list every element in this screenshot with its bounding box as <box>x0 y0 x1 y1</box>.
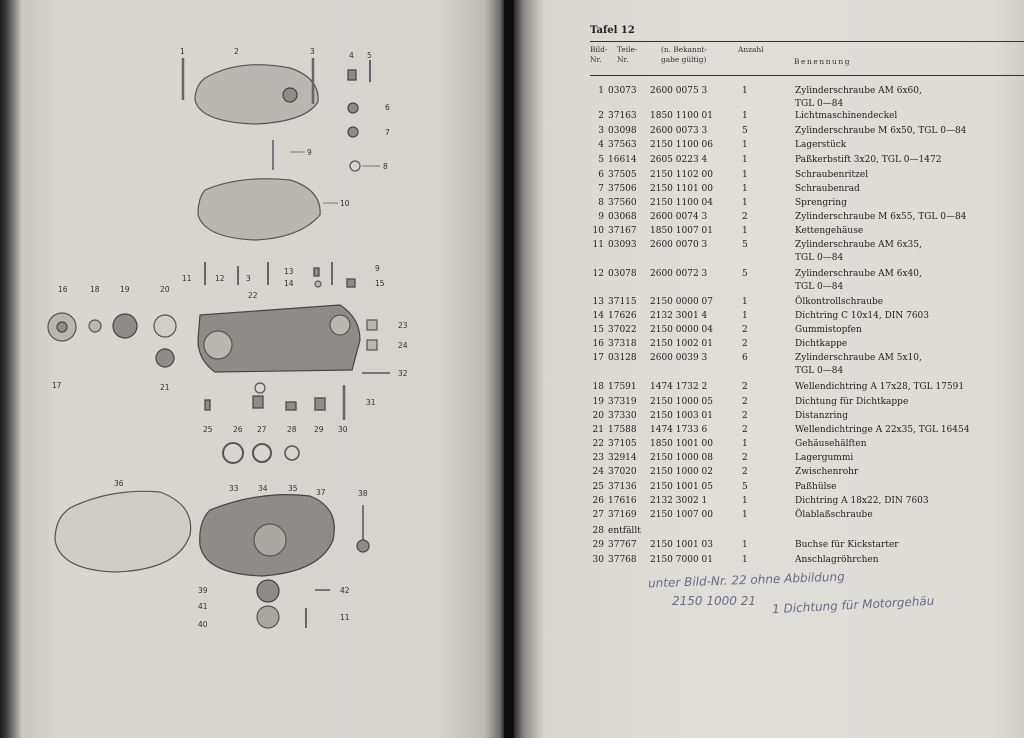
row-benennung: Zwischenrohr <box>795 467 859 477</box>
table-row <box>590 467 1024 480</box>
row-bild-nr: 18 <box>592 382 604 392</box>
row-bekanntgabe: 2150 1007 00 <box>650 510 713 520</box>
row-bild-nr: 26 <box>592 496 604 506</box>
row-benennung: Dichtring C 10x14, DIN 7603 <box>795 311 930 321</box>
table-row <box>590 140 1024 153</box>
row-teile-nr: 17588 <box>608 425 637 435</box>
row-teile-nr: 03073 <box>608 86 637 96</box>
row-teile-nr: 03098 <box>608 126 637 136</box>
diagram-label: 4 <box>349 51 354 60</box>
table-row <box>590 86 1024 109</box>
row-teile-nr: 17616 <box>608 496 637 506</box>
diagram-label: 8 <box>383 162 388 171</box>
row-bekanntgabe: 2605 0223 4 <box>650 155 708 165</box>
row-bekanntgabe: 2150 1003 01 <box>650 411 713 421</box>
table-row <box>590 269 1024 292</box>
header-benennung: Benennung <box>794 57 852 66</box>
diagram-label: 22 <box>248 291 258 300</box>
row-bild-nr: 22 <box>592 439 604 449</box>
row-teile-nr: 03078 <box>608 269 637 279</box>
row-bekanntgabe: 2150 1001 03 <box>650 540 713 550</box>
header-anzahl: Anzahl <box>738 45 764 54</box>
diagram-label: 39 <box>198 586 208 595</box>
row-anzahl: 1 <box>742 155 748 165</box>
diagram-label: 11 <box>182 274 192 283</box>
row-bild-nr: 21 <box>592 425 604 435</box>
row-bild-nr: 14 <box>592 311 604 321</box>
table-row <box>590 496 1024 509</box>
row-anzahl: 6 <box>742 353 748 363</box>
row-teile-nr: 37330 <box>608 411 637 421</box>
row-bekanntgabe: 1850 1100 01 <box>650 111 713 121</box>
row-anzahl: 1 <box>742 540 748 550</box>
row-bild-nr: 4 <box>598 140 604 150</box>
row-bekanntgabe: 2150 0000 07 <box>650 297 713 307</box>
row-bekanntgabe: 2150 1000 05 <box>650 397 713 407</box>
row-benennung: Zylinderschraube AM 6x60, <box>795 86 922 96</box>
part-4 <box>348 70 356 80</box>
table-row <box>590 353 1024 376</box>
row-benennung: Paßkerbstift 3x20, TGL 0—1472 <box>795 155 942 165</box>
row-bekanntgabe: 2600 0070 3 <box>650 240 708 250</box>
row-teile-nr: 37169 <box>608 510 637 520</box>
row-bild-nr: 17 <box>592 353 604 363</box>
row-bekanntgabe: 2150 1002 01 <box>650 339 713 349</box>
row-bild-nr: 8 <box>598 198 604 208</box>
row-anzahl: 1 <box>742 184 748 194</box>
part-39 <box>257 580 279 602</box>
row-benennung: Zylinderschraube M 6x50, TGL 0—84 <box>795 126 967 136</box>
diagram-label: 36 <box>114 479 124 488</box>
row-benennung-cont: TGL 0—84 <box>795 282 844 292</box>
diagram-label: 11 <box>340 613 350 622</box>
row-bild-nr: 28 <box>592 526 604 536</box>
header-bekanntgabe: (n. Bekannt- gabe gültig) <box>661 45 708 64</box>
row-bild-nr: 19 <box>592 397 604 407</box>
row-bild-nr: 12 <box>592 269 604 279</box>
row-anzahl: 1 <box>742 226 748 236</box>
table-row <box>590 240 1024 263</box>
row-bild-nr: 29 <box>592 540 604 550</box>
part-19 <box>113 314 137 338</box>
row-anzahl: 5 <box>742 126 748 136</box>
diagram-label: 28 <box>287 425 297 434</box>
row-anzahl: 5 <box>742 269 748 279</box>
row-benennung: Zylinderschraube AM 5x10, <box>795 353 922 363</box>
row-bekanntgabe: 2600 0075 3 <box>650 86 708 96</box>
row-anzahl: 1 <box>742 140 748 150</box>
handwritten-note-desc: 1 Dichtung für Motorgehäu <box>771 593 935 617</box>
row-anzahl: 1 <box>742 198 748 208</box>
row-anzahl: 1 <box>742 86 748 96</box>
row-teile-nr: 16614 <box>608 155 637 165</box>
diagram-label: 29 <box>314 425 324 434</box>
table-row <box>590 297 1024 310</box>
book-gutter <box>504 0 514 738</box>
row-anzahl: 2 <box>742 397 748 407</box>
row-anzahl: 1 <box>742 297 748 307</box>
row-bekanntgabe: 1850 1007 01 <box>650 226 713 236</box>
part-36-gasket <box>55 491 191 572</box>
row-bild-nr: 6 <box>598 170 604 180</box>
row-benennung: Dichtring A 18x22, DIN 7603 <box>795 496 929 506</box>
cover-hole <box>283 88 297 102</box>
diagram-label: 25 <box>203 425 213 434</box>
table-row <box>590 397 1024 410</box>
row-anzahl: 1 <box>742 311 748 321</box>
table-row <box>590 510 1024 523</box>
row-bild-nr: 15 <box>592 325 604 335</box>
table-row <box>590 126 1024 139</box>
table-row <box>590 212 1024 225</box>
row-benennung: Kettengehäuse <box>795 226 864 236</box>
header-rule <box>590 75 1024 76</box>
diagram-label: 23 <box>398 321 408 330</box>
table-row <box>590 226 1024 239</box>
row-benennung: Schraubenrad <box>795 184 860 194</box>
row-benennung-cont: TGL 0—84 <box>795 366 844 376</box>
diagram-label: 34 <box>258 484 268 493</box>
row-anzahl: 2 <box>742 425 748 435</box>
row-anzahl: 2 <box>742 325 748 335</box>
row-anzahl: 5 <box>742 240 748 250</box>
diagram-label: 9 <box>307 148 312 157</box>
row-bekanntgabe: 1850 1001 00 <box>650 439 713 449</box>
row-anzahl: 2 <box>742 212 748 222</box>
row-benennung: Wellendichtring A 17x28, TGL 17591 <box>795 382 965 392</box>
row-bekanntgabe: 2150 1001 05 <box>650 482 713 492</box>
row-benennung: Wellendichtringe A 22x35, TGL 16454 <box>795 425 970 435</box>
part-38 <box>357 540 369 552</box>
part-lichtmaschinendeckel <box>195 65 318 124</box>
row-teile-nr: 03068 <box>608 212 637 222</box>
row-teile-nr: 37563 <box>608 140 637 150</box>
table-row <box>590 382 1024 395</box>
row-benennung: Gummistopfen <box>795 325 862 335</box>
part-8 <box>350 161 360 171</box>
row-bekanntgabe: 2600 0073 3 <box>650 126 708 136</box>
row-benennung: Lichtmaschinendeckel <box>795 111 898 121</box>
row-anzahl: 1 <box>742 439 748 449</box>
row-teile-nr: 37163 <box>608 111 637 121</box>
diagram-label: 6 <box>385 103 390 112</box>
row-bild-nr: 25 <box>592 482 604 492</box>
diagram-label: 3 <box>246 274 251 283</box>
row-benennung: Buchse für Kickstarter <box>795 540 899 550</box>
row-benennung: Zylinderschraube AM 6x40, <box>795 269 922 279</box>
row-teile-nr: 37505 <box>608 170 637 180</box>
header-teile-nr: Teile- Nr. <box>617 45 638 64</box>
diagram-label: 2 <box>234 47 239 56</box>
row-bekanntgabe: 2132 3001 4 <box>650 311 708 321</box>
table-row <box>590 411 1024 424</box>
row-bekanntgabe: 2150 7000 01 <box>650 555 713 565</box>
diagram-label: 13 <box>284 267 294 276</box>
diagram-label: 12 <box>215 274 225 283</box>
diagram-label: 41 <box>198 602 208 611</box>
header-bild-nr: Bild- Nr. <box>590 45 608 64</box>
diagram-label: 5 <box>367 51 372 60</box>
table-row <box>590 555 1024 568</box>
crankcase-bore <box>204 331 232 359</box>
part-21 <box>156 349 174 367</box>
row-teile-nr: 37022 <box>608 325 637 335</box>
row-bekanntgabe: 2600 0074 3 <box>650 212 708 222</box>
row-teile-nr: 17626 <box>608 311 637 321</box>
diagram-label: 16 <box>58 285 68 294</box>
handwritten-note-line1: unter Bild-Nr. 22 ohne Abbildung <box>647 569 845 591</box>
part-7 <box>348 127 358 137</box>
row-teile-nr: 17591 <box>608 382 637 392</box>
row-benennung-cont: TGL 0—84 <box>795 253 844 263</box>
handwritten-note-part: 2150 1000 21 <box>672 594 756 608</box>
table-row <box>590 453 1024 466</box>
row-anzahl: 1 <box>742 496 748 506</box>
row-benennung: Paßhülse <box>795 482 837 492</box>
row-bekanntgabe: 2600 0039 3 <box>650 353 708 363</box>
diagram-label: 1 <box>180 47 185 56</box>
row-bild-nr: 2 <box>598 111 604 121</box>
row-teile-nr: entfällt <box>608 526 641 536</box>
row-bild-nr: 27 <box>592 510 604 520</box>
part-18 <box>89 320 101 332</box>
diagram-label: 21 <box>160 383 170 392</box>
row-bekanntgabe: 1474 1733 6 <box>650 425 708 435</box>
part-23 <box>367 320 377 330</box>
diagram-label: 38 <box>358 489 368 498</box>
row-bild-nr: 23 <box>592 453 604 463</box>
row-bild-nr: 9 <box>598 212 604 222</box>
header-rule <box>590 41 1024 42</box>
row-bekanntgabe: 2150 1000 02 <box>650 467 713 477</box>
row-benennung: Gehäusehälften <box>795 439 867 449</box>
row-benennung-cont: TGL 0—84 <box>795 99 844 109</box>
table-row <box>590 311 1024 324</box>
row-bekanntgabe: 2150 1100 06 <box>650 140 713 150</box>
diagram-label: 42 <box>340 586 350 595</box>
row-teile-nr: 37560 <box>608 198 637 208</box>
row-bild-nr: 13 <box>592 297 604 307</box>
row-anzahl: 2 <box>742 467 748 477</box>
row-anzahl: 1 <box>742 555 748 565</box>
table-row <box>590 184 1024 197</box>
row-bekanntgabe: 2150 1101 00 <box>650 184 713 194</box>
row-bild-nr: 7 <box>598 184 604 194</box>
row-benennung: Distanzring <box>795 411 848 421</box>
part-6 <box>348 103 358 113</box>
diagram-label: 40 <box>198 620 208 629</box>
part-41 <box>257 606 279 628</box>
row-bild-nr: 1 <box>598 86 604 96</box>
row-anzahl: 1 <box>742 170 748 180</box>
diagram-label: 37 <box>316 488 326 497</box>
row-anzahl: 2 <box>742 453 748 463</box>
row-bild-nr: 24 <box>592 467 604 477</box>
row-anzahl: 2 <box>742 339 748 349</box>
row-bekanntgabe: 1474 1732 2 <box>650 382 708 392</box>
row-bekanntgabe: 2150 1000 08 <box>650 453 713 463</box>
diagram-label: 17 <box>52 381 62 390</box>
diagram-label: 19 <box>120 285 130 294</box>
diagram-label: 26 <box>233 425 243 434</box>
table-row <box>590 526 1024 539</box>
row-teile-nr: 37319 <box>608 397 637 407</box>
row-bild-nr: 3 <box>598 126 604 136</box>
table-row <box>590 425 1024 438</box>
table-row <box>590 155 1024 168</box>
diagram-label: 9 <box>375 264 380 273</box>
tafel-title: Tafel 12 <box>590 25 635 36</box>
diagram-label: 10 <box>340 199 350 208</box>
part-20 <box>154 315 176 337</box>
row-benennung: Ölkontrollschraube <box>795 297 884 307</box>
row-teile-nr: 37768 <box>608 555 637 565</box>
part-24 <box>367 340 377 350</box>
diagram-label: 18 <box>90 285 100 294</box>
row-benennung: Dichtkappe <box>795 339 848 349</box>
table-row <box>590 439 1024 452</box>
diagram-label: 35 <box>288 484 298 493</box>
row-bild-nr: 20 <box>592 411 604 421</box>
row-teile-nr: 37506 <box>608 184 637 194</box>
row-bekanntgabe: 2150 1100 04 <box>650 198 713 208</box>
row-teile-nr: 37136 <box>608 482 637 492</box>
row-benennung: Sprengring <box>795 198 847 208</box>
row-benennung: Zylinderschraube M 6x55, TGL 0—84 <box>795 212 967 222</box>
row-benennung: Schraubenritzel <box>795 170 869 180</box>
row-teile-nr: 03128 <box>608 353 637 363</box>
row-benennung: Lagerstück <box>795 140 847 150</box>
row-bild-nr: 10 <box>592 226 604 236</box>
row-teile-nr: 37105 <box>608 439 637 449</box>
diagram-label: 20 <box>160 285 170 294</box>
table-row <box>590 170 1024 183</box>
diagram-label: 33 <box>229 484 239 493</box>
part-kettengehaeuse <box>198 179 320 240</box>
diagram-label: 3 <box>310 47 315 56</box>
row-benennung: Lagergummi <box>795 453 854 463</box>
table-row <box>590 111 1024 124</box>
row-bild-nr: 16 <box>592 339 604 349</box>
diagram-label: 32 <box>398 369 408 378</box>
row-benennung: Anschlagröhrchen <box>795 555 879 565</box>
row-teile-nr: 37767 <box>608 540 637 550</box>
diagram-label: 31 <box>366 398 376 407</box>
row-bild-nr: 30 <box>592 555 604 565</box>
row-benennung: Zylinderschraube AM 6x35, <box>795 240 922 250</box>
row-teile-nr: 32914 <box>608 453 637 463</box>
diagram-label: 14 <box>284 279 294 288</box>
row-teile-nr: 37020 <box>608 467 637 477</box>
row-bekanntgabe: 2600 0072 3 <box>650 269 708 279</box>
diagram-label: 15 <box>375 279 385 288</box>
exploded-parts-diagram <box>0 0 504 738</box>
row-bekanntgabe: 2132 3002 1 <box>650 496 708 506</box>
row-bekanntgabe: 2150 1102 00 <box>650 170 713 180</box>
row-benennung: Ölablaßschraube <box>795 510 873 520</box>
row-anzahl: 2 <box>742 411 748 421</box>
row-benennung: Dichtung für Dichtkappe <box>795 397 909 407</box>
row-bekanntgabe: 2150 0000 04 <box>650 325 713 335</box>
row-anzahl: 1 <box>742 510 748 520</box>
row-bild-nr: 5 <box>598 155 604 165</box>
table-row <box>590 540 1024 553</box>
row-anzahl: 5 <box>742 482 748 492</box>
row-teile-nr: 03093 <box>608 240 637 250</box>
diagram-label: 24 <box>398 341 408 350</box>
row-teile-nr: 37167 <box>608 226 637 236</box>
table-row <box>590 325 1024 338</box>
row-teile-nr: 37318 <box>608 339 637 349</box>
table-row <box>590 339 1024 352</box>
table-row <box>590 482 1024 495</box>
diagram-label: 7 <box>385 128 390 137</box>
row-anzahl: 2 <box>742 382 748 392</box>
diagram-label: 30 <box>338 425 348 434</box>
row-bild-nr: 11 <box>592 240 604 250</box>
table-row <box>590 198 1024 211</box>
left-page <box>0 0 504 738</box>
row-anzahl: 1 <box>742 111 748 121</box>
diagram-label: 27 <box>257 425 267 434</box>
row-teile-nr: 37115 <box>608 297 637 307</box>
